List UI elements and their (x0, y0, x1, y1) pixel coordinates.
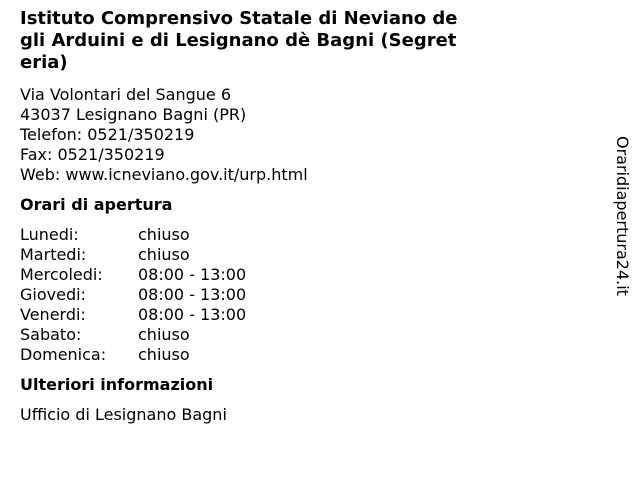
hours-row-saturday (20, 325, 600, 345)
site-watermark: Oraridiapertura24.it (613, 136, 632, 296)
hours-row-wednesday (20, 265, 600, 285)
address-street: Via Volontari del Sangue 6 (20, 85, 232, 104)
day-hours: chiuso (138, 325, 190, 344)
day-hours: 08:00 - 13:00 (138, 265, 247, 284)
hours-row-thursday (20, 285, 600, 305)
day-label: Domenica: (20, 345, 107, 364)
business-name: Istituto Comprensivo Statale di Neviano degli Arduini e di Lesignano dè Bagni (Segreteria) (20, 8, 458, 73)
day-hours: 08:00 - 13:00 (138, 305, 247, 324)
day-hours: chiuso (138, 345, 190, 364)
day-label: Lunedi: (20, 225, 79, 244)
fax-number: Fax: 0521/350219 (20, 145, 165, 164)
hours-row-monday (20, 225, 600, 245)
phone-number: Telefon: 0521/350219 (20, 125, 195, 144)
address-city: 43037 Lesignano Bagni (PR) (20, 105, 247, 124)
day-label: Martedi: (20, 245, 87, 264)
business-card (20, 8, 600, 425)
day-label: Giovedi: (20, 285, 86, 304)
address-block (20, 85, 600, 185)
hours-row-friday (20, 305, 600, 325)
day-label: Sabato: (20, 325, 82, 344)
day-hours: 08:00 - 13:00 (138, 285, 247, 304)
website: Web: www.icneviano.gov.it/urp.html (20, 165, 308, 184)
opening-hours-table (20, 225, 600, 365)
additional-info-title: Ulteriori informazioni (20, 375, 214, 394)
hours-row-sunday (20, 345, 600, 365)
opening-hours-title: Orari di apertura (20, 195, 173, 214)
additional-info-text: Ufficio di Lesignano Bagni (20, 405, 227, 424)
day-hours: chiuso (138, 225, 190, 244)
day-hours: chiuso (138, 245, 190, 264)
day-label: Venerdi: (20, 305, 86, 324)
hours-row-tuesday (20, 245, 600, 265)
day-label: Mercoledi: (20, 265, 103, 284)
